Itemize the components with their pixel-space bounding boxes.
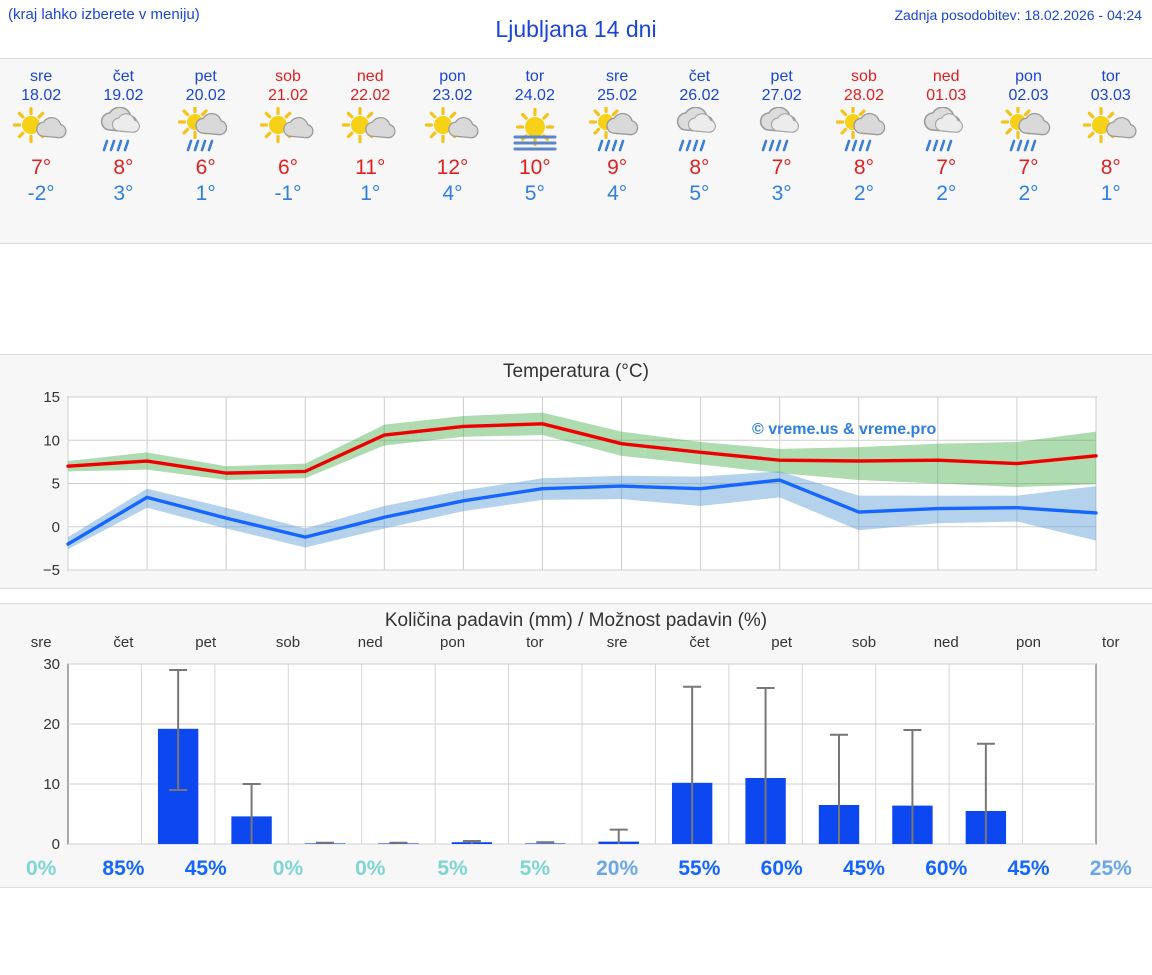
day-date: 01.03 [926,87,967,104]
precip-day-label: pet [771,634,793,651]
svg-text:−5: −5 [42,562,60,579]
svg-text:5: 5 [51,475,60,493]
day-name: pon [1015,68,1042,85]
day-date: 02.03 [1008,87,1049,104]
day-min-temp: 1° [195,182,216,205]
sun-cloud-icon [1070,107,1152,155]
sun-cloud-rain-icon [165,107,247,155]
sun-cloud-icon [247,107,329,155]
cloud-rain-icon [741,107,823,155]
precipitation-chart-block [0,603,1152,888]
sun-cloud-icon [411,107,493,155]
precip-day-label: pon [440,634,466,651]
day-column[interactable] [165,59,247,243]
temperature-chart-title: Temperatura (°C) [503,361,649,382]
day-min-temp: 2° [853,182,874,205]
precip-probability: 60% [925,857,968,880]
day-date: 20.02 [185,87,226,104]
precip-probability: 85% [102,857,145,880]
day-date: 27.02 [761,87,802,104]
day-column[interactable] [741,59,823,243]
day-min-temp: 4° [442,182,463,205]
precip-day-label: sre [30,634,52,651]
day-column[interactable] [0,59,82,243]
day-max-temp: 8° [689,156,710,179]
day-column[interactable] [411,59,493,243]
day-name: sob [275,68,301,85]
day-column[interactable] [576,59,658,243]
day-name: čet [688,68,711,85]
svg-text:0: 0 [51,518,60,536]
svg-text:10: 10 [43,432,60,450]
precip-probability: 25% [1089,857,1132,880]
day-max-temp: 7° [31,156,52,179]
day-column[interactable] [494,59,576,243]
day-name: čet [112,68,135,85]
precip-probability: 45% [1007,857,1050,880]
sun-cloud-icon [0,107,82,155]
day-column[interactable] [247,59,329,243]
day-name: pon [439,68,466,85]
cloud-rain-icon [905,107,987,155]
svg-text:20: 20 [43,716,60,733]
precip-probability: 55% [678,857,721,880]
day-max-temp: 6° [195,156,216,179]
precip-day-label: pet [195,634,217,651]
precip-day-label: tor [1102,634,1120,651]
location-menu-note[interactable]: (kraj lahko izberete v meniju) [8,6,200,23]
precipitation-chart-title: Količina padavin (mm) / Možnost padavin (%) [384,610,768,631]
precip-probability: 45% [842,857,885,880]
day-date: 25.02 [597,87,638,104]
day-name: tor [1101,68,1121,85]
precip-probability: 5% [437,857,468,880]
temperature-chart [0,385,1152,590]
day-date: 18.02 [21,87,62,104]
day-date: 23.02 [432,87,473,104]
temperature-chart-block [0,354,1152,589]
page-title: Ljubljana 14 dni [495,16,657,42]
day-max-temp: 8° [853,156,874,179]
day-column[interactable] [658,59,740,243]
day-date: 22.02 [350,87,391,104]
day-name: tor [525,68,545,85]
watermark: © vreme.us & vreme.pro [752,421,937,438]
cloud-rain-icon [658,107,740,155]
precip-day-label: sob [275,634,301,651]
svg-text:0: 0 [51,836,60,853]
day-min-temp: 4° [607,182,628,205]
day-date: 26.02 [679,87,720,104]
day-min-temp: 3° [113,182,134,205]
day-name: pet [194,68,217,85]
precip-day-label: tor [526,634,544,651]
precip-probability: 0% [25,857,57,880]
day-date: 28.02 [843,87,884,104]
day-name: ned [932,68,960,85]
precip-day-label: čet [689,634,710,651]
day-min-temp: 2° [1018,182,1039,205]
daily-forecast-strip [0,58,1152,244]
sun-cloud-rain-icon [823,107,905,155]
day-name: pet [770,68,793,85]
day-name: sob [851,68,877,85]
svg-text:10: 10 [43,776,60,793]
day-min-temp: 2° [936,182,957,205]
precip-probability: 20% [596,857,639,880]
day-date: 21.02 [267,87,308,104]
day-column[interactable] [1070,59,1152,243]
day-date: 24.02 [514,87,555,104]
day-max-temp: 9° [607,156,628,179]
day-min-temp: 5° [689,182,710,205]
precip-day-label: ned [933,634,959,651]
day-max-temp: 6° [277,156,299,179]
day-max-temp: 8° [1100,156,1121,179]
day-max-temp: 7° [936,156,957,179]
precipitation-probability-row [0,857,1152,881]
day-min-temp: 5° [524,182,545,205]
page-header [0,0,1152,58]
precip-probability: 0% [355,857,386,880]
precip-probability: 45% [184,857,227,880]
precip-probability: 0% [272,857,304,880]
day-max-temp: 7° [1018,156,1039,179]
day-min-temp: -2° [27,182,55,205]
day-name: sre [605,68,629,85]
precipitation-chart [0,656,1152,861]
day-name: ned [356,68,384,85]
svg-text:15: 15 [43,389,60,406]
day-max-temp: 11° [355,156,386,179]
precip-day-label: sob [851,634,877,651]
sun-cloud-rain-icon [576,107,658,155]
sun-cloud-rain-icon [987,107,1069,155]
sun-fog-icon [494,107,576,155]
day-min-temp: 1° [1100,182,1121,205]
day-column[interactable] [82,59,164,243]
precip-probability: 5% [519,857,550,880]
day-name: sre [30,68,53,85]
precip-day-label: čet [113,634,134,651]
precip-day-label: ned [357,634,383,651]
cloud-rain-icon [82,107,164,155]
day-min-temp: 3° [771,182,792,205]
svg-text:30: 30 [43,656,60,673]
precip-day-label: sre [606,634,628,651]
day-max-temp: 8° [113,156,134,179]
day-date: 19.02 [103,87,144,104]
day-column[interactable] [987,59,1069,243]
day-column[interactable] [329,59,411,243]
day-max-temp: 12° [436,156,469,179]
precipitation-day-labels [0,634,1152,651]
precip-day-label: pon [1016,634,1042,651]
last-updated: Zadnja posodobitev: 18.02.2026 - 04:24 [894,7,1142,23]
day-date: 03.03 [1090,87,1131,104]
sun-cloud-icon [329,107,411,155]
day-min-temp: -1° [274,182,302,205]
day-max-temp: 10° [518,156,551,179]
precip-probability: 60% [760,857,803,880]
day-column[interactable] [823,59,905,243]
day-min-temp: 1° [360,182,381,205]
day-max-temp: 7° [771,156,792,179]
day-column[interactable] [905,59,987,243]
